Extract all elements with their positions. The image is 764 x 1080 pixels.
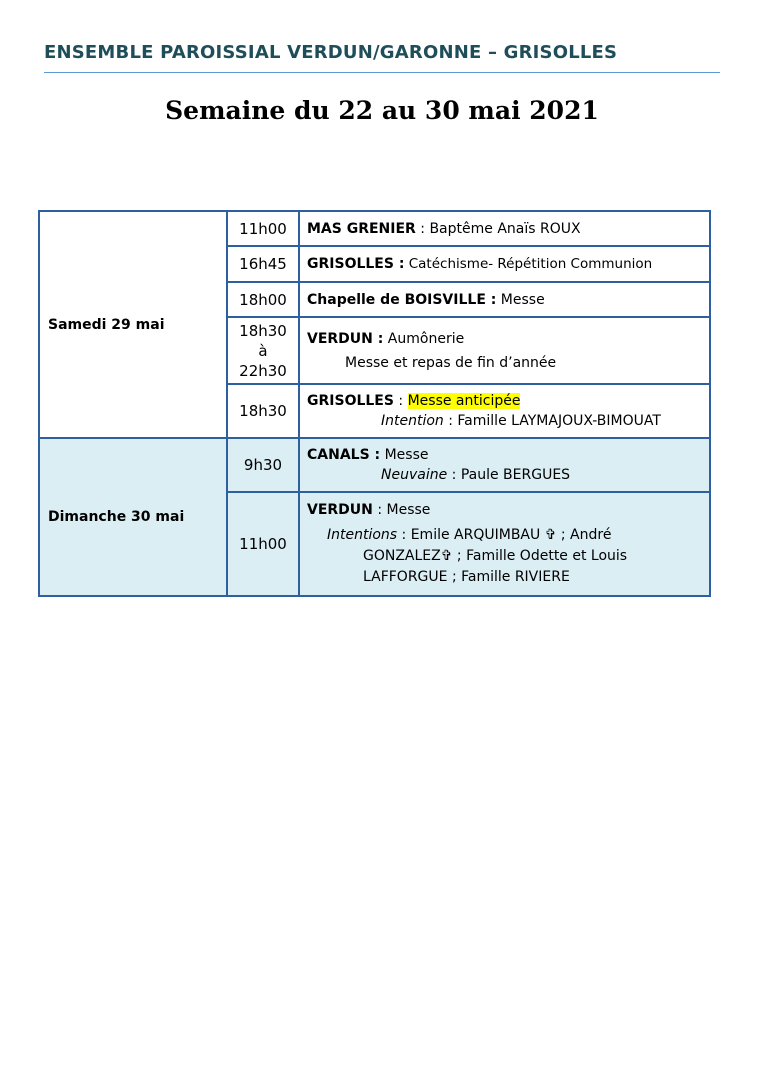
- event-place: VERDUN: [307, 502, 373, 518]
- time-cell: 9h30: [227, 438, 299, 492]
- event-line: [307, 500, 709, 521]
- parish-name: ENSEMBLE PAROISSIAL VERDUN/GARONNE – GRISOLLES: [44, 42, 618, 63]
- intention-text: LAFFORGUE ; Famille RIVIERE: [363, 569, 570, 585]
- intention-line: [307, 411, 709, 431]
- day-label: Samedi 29 mai: [48, 316, 165, 333]
- event-line: [307, 327, 709, 351]
- event-cell: [299, 317, 710, 384]
- time-start: 18h30: [239, 321, 287, 340]
- event-place: MAS GRENIER: [307, 220, 416, 237]
- schedule-table: [38, 210, 711, 597]
- table-row: [39, 211, 710, 246]
- intention-label: Intention: [381, 413, 444, 429]
- event-desc: Messe: [386, 502, 431, 518]
- event-sep: :: [393, 393, 408, 409]
- intention-text: : Paule BERGUES: [447, 467, 571, 483]
- event-desc: Aumônerie: [383, 330, 465, 347]
- event-cell: [299, 438, 710, 492]
- event-place: GRISOLLES: [307, 393, 394, 409]
- event-detail: Messe et repas de fin d’année: [345, 354, 557, 371]
- document-header: [44, 42, 720, 73]
- week-title: Semaine du 22 au 30 mai 2021: [165, 96, 599, 125]
- event-place: GRISOLLES :: [307, 256, 405, 272]
- event-desc: Messe: [380, 447, 429, 463]
- day-cell-sunday: [39, 438, 227, 596]
- time-cell: 18h00: [227, 282, 299, 317]
- intention-label: Intentions: [327, 527, 398, 543]
- event-desc: Catéchisme- Répétition Communion: [404, 256, 653, 272]
- intention-text: : Emile ARQUIMBAU ✞ ; André: [397, 527, 612, 543]
- event-place: CANALS :: [307, 447, 381, 463]
- day-cell-saturday: [39, 211, 227, 438]
- event-cell: [299, 384, 710, 438]
- event-cell: [299, 282, 710, 317]
- time-end: 22h30: [239, 361, 287, 380]
- event-line: [307, 445, 709, 465]
- time-to: à: [258, 341, 268, 360]
- table-row: [39, 438, 710, 492]
- event-desc-highlight: Messe anticipée: [407, 393, 521, 409]
- intention-line: [307, 525, 709, 546]
- time-cell: 11h00: [227, 492, 299, 596]
- intention-label: Neuvaine: [381, 467, 448, 483]
- event-line: [307, 391, 709, 411]
- time-cell: 18h30: [227, 384, 299, 438]
- day-label: Dimanche 30 mai: [48, 509, 185, 525]
- event-sep: :: [372, 502, 387, 518]
- intention-line: [307, 465, 709, 485]
- time-cell: [227, 317, 299, 384]
- event-sep: :: [415, 220, 430, 237]
- time-cell: 16h45: [227, 246, 299, 282]
- event-place: VERDUN :: [307, 330, 384, 347]
- event-cell: [299, 492, 710, 596]
- event-cell: [299, 211, 710, 246]
- event-desc: Baptême Anaïs ROUX: [429, 220, 581, 237]
- event-desc: Messe: [496, 291, 545, 308]
- intention-text: GONZALEZ✞ ; Famille Odette et Louis: [363, 548, 628, 564]
- event-place: Chapelle de BOISVILLE :: [307, 291, 497, 308]
- event-cell: [299, 246, 710, 282]
- intention-text: : Famille LAYMAJOUX-BIMOUAT: [443, 413, 661, 429]
- time-cell: 11h00: [227, 211, 299, 246]
